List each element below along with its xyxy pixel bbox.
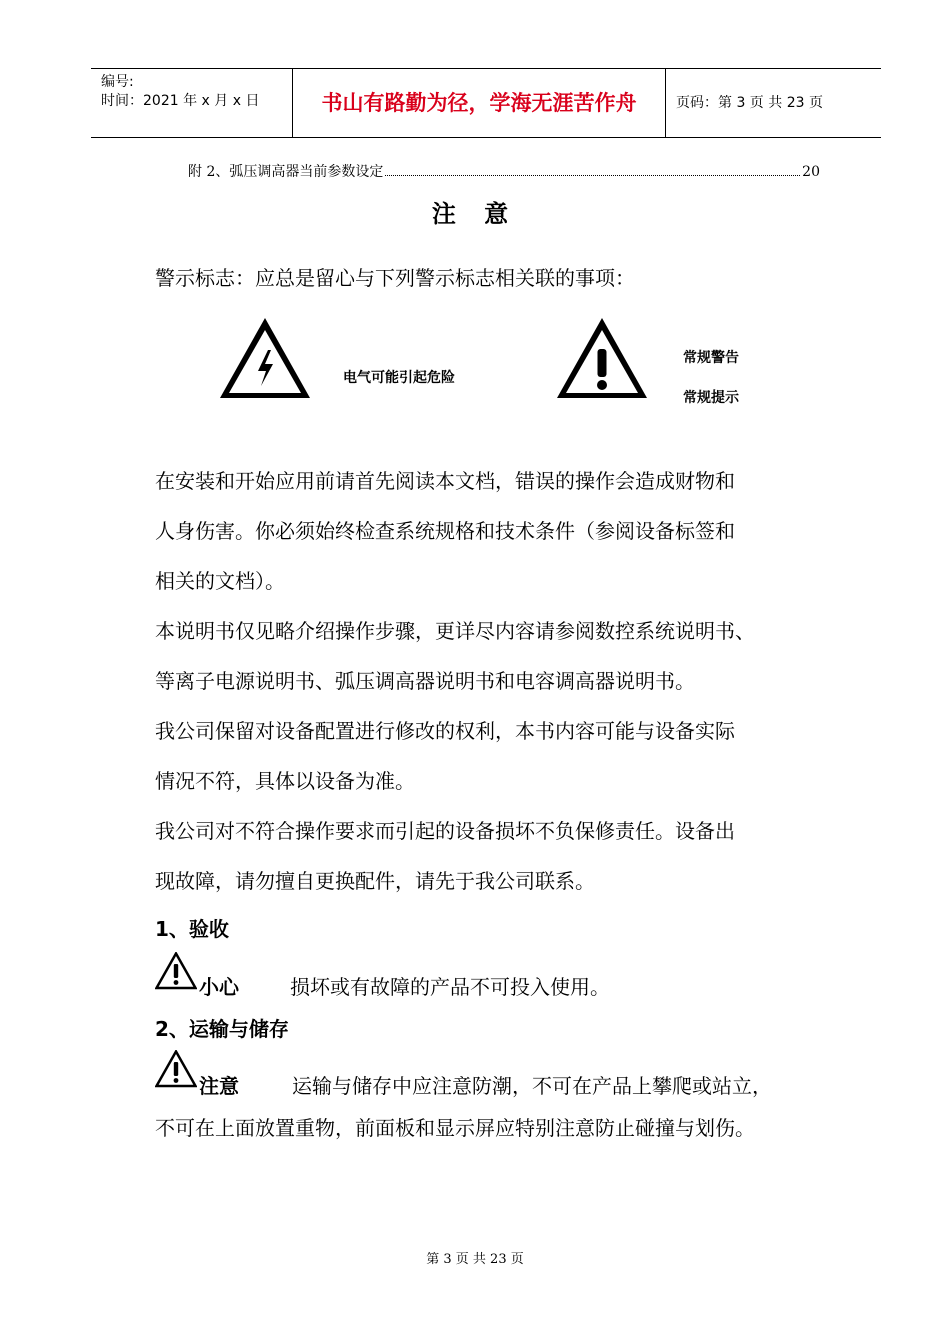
toc-leader-dots [385,165,800,176]
page-footer: 第 3 页 共 23 页 [426,1252,524,1267]
header-divider [665,69,666,137]
toc-entry-title: 附 2、弧压调高器当前参数设定 [188,164,384,180]
section-heading: 2、运输与储存 [155,1017,289,1041]
paragraph-line: 情况不符，具体以设备为准。 [155,769,415,793]
paragraph-line: 我公司保留对设备配置进行修改的权利，本书内容可能与设备实际 [155,719,735,743]
page-title: 注 意 [431,200,519,228]
caution-text: 损坏或有故障的产品不可投入使用。 [290,975,610,999]
electric-hazard-icon [218,316,312,400]
note-text: 运输与储存中应注意防潮，不可在产品上攀爬或站立， [292,1074,772,1098]
paragraph-line: 相关的文档）。 [155,569,285,593]
paragraph-line: 等离子电源说明书、弧压调高器说明书和电容调高器说明书。 [155,669,695,693]
toc-entry[interactable] [188,161,820,181]
paragraph-line: 我公司对不符合操作要求而引起的设备损坏不负保修责任。设备出 [155,819,735,843]
toc-entry-page: 20 [802,164,820,180]
paragraph-line: 人身伤害。你必须始终检查系统规格和技术条件（参阅设备标签和 [155,519,735,543]
general-warning-icon [555,316,649,400]
caution-icon [155,1050,197,1088]
warning-intro: 警示标志：应总是留心与下列警示标志相关联的事项： [155,266,635,290]
general-hint-label: 常规提示 [683,390,739,406]
caution-icon [155,952,197,990]
paragraph-line: 在安装和开始应用前请首先阅读本文档，错误的操作会造成财物和 [155,469,735,493]
page-header [91,68,881,138]
paragraph-line: 本说明书仅见略介绍操作步骤，更详尽内容请参阅数控系统说明书、 [155,619,755,643]
electric-hazard-label: 电气可能引起危险 [343,370,455,386]
note-label: 注意 [199,1074,239,1098]
header-meta [101,73,259,111]
time-label: 时间：2021 年 x 月 x 日 [101,93,260,109]
header-motto: 书山有路勤为径，学海无涯苦作舟 [321,91,637,115]
caution-label: 小心 [199,975,239,999]
paragraph-line: 现故障，请勿擅自更换配件，请先于我公司联系。 [155,869,595,893]
section-heading: 1、验收 [155,917,229,941]
header-page-number: 页码：第 3 页 共 23 页 [676,95,823,111]
note-text: 不可在上面放置重物，前面板和显示屏应特别注意防止碰撞与划伤。 [155,1116,755,1140]
code-label: 编号: [101,74,134,90]
general-warning-label: 常规警告 [683,350,739,366]
